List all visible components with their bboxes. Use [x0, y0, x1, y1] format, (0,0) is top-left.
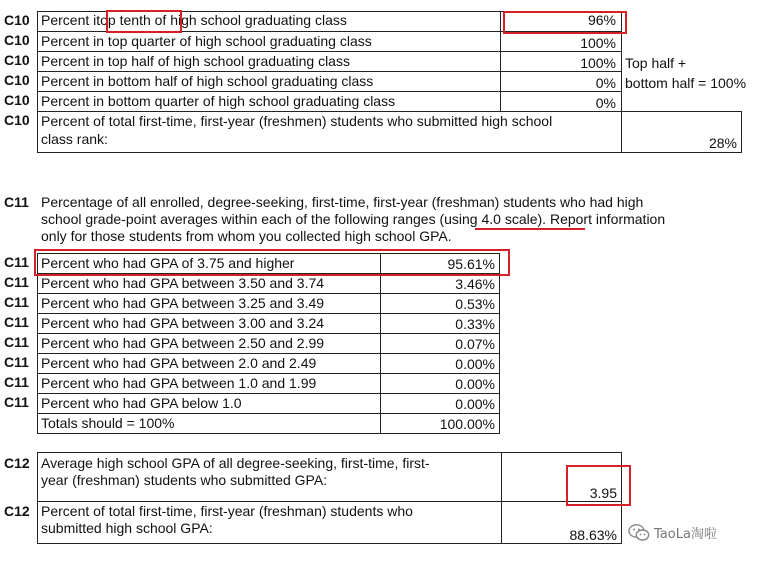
c10-row-label: Percent in top half of high school graduating class — [41, 53, 350, 69]
c10-rank-value: 28% — [708, 135, 737, 151]
watermark — [628, 521, 768, 545]
c11-total-value: 100.00% — [439, 416, 495, 432]
c10-code: C10 — [4, 52, 30, 68]
c10-code: C10 — [4, 72, 30, 88]
c11-row-value: 0.00% — [455, 376, 495, 392]
c11-code: C11 — [4, 274, 29, 290]
c11-row-label: Percent who had GPA between 2.0 and 2.49 — [41, 355, 317, 371]
c11-row-label: Percent who had GPA between 2.50 and 2.99 — [41, 335, 325, 351]
c12-gpa-label: year (freshman) students who submitted GPA: — [41, 472, 328, 488]
c10-rank-label: Percent of total first-time, first-year (freshmen) students who submitted high school — [41, 113, 553, 129]
c11-total-label: Totals should = 100% — [41, 415, 175, 431]
c12-pct-label: submitted high school GPA: — [41, 520, 213, 536]
c10-row-label: Percent itop tenth of high school graduating class — [41, 12, 347, 28]
c12-gpa-value: 3.95 — [589, 485, 617, 501]
c11-row-value: 0.53% — [455, 296, 495, 312]
c11-row-label: Percent who had GPA between 3.00 and 3.24 — [41, 315, 325, 331]
top-tenth-highlight-box — [106, 10, 182, 33]
wechat-icon — [628, 523, 650, 543]
c10-note: Top half + — [625, 55, 687, 71]
watermark-text: TaoLa淘啦 — [654, 527, 717, 542]
c10-row-label: Percent in bottom quarter of high school graduating class — [41, 93, 396, 109]
c10-row-value: 100% — [580, 35, 616, 51]
c11-code: C11 — [4, 374, 29, 390]
c10-row-label: Percent in top quarter of high school graduating class — [41, 33, 372, 49]
c10-code: C10 — [4, 92, 30, 108]
c12-gpa-label: Average high school GPA of all degree-seeking, first-time, first- — [41, 455, 430, 471]
c11-intro: Percentage of all enrolled, degree-seeking, first-time, first-year (freshman) students who had high school grade-point averages within each of the following ranges (using 4.0 scale). Report information only for those students from whom you collected high school GPA. — [41, 194, 666, 244]
c11-code: C11 — [4, 334, 29, 350]
c12-pct-value: 88.63% — [569, 527, 617, 543]
c11-code: C11 — [4, 314, 29, 330]
c10-rank-label: class rank: — [41, 131, 108, 147]
c10-value-highlight-box — [503, 11, 627, 34]
c10-row-label: Percent in bottom half of high school graduating class — [41, 73, 374, 89]
c11-code: C11 — [4, 354, 29, 370]
c12-pct-label: Percent of total first-time, first-year (freshman) students who — [41, 503, 413, 519]
c11-row-label: Percent who had GPA of 3.75 and higher — [41, 255, 295, 271]
c10-row-value: 96% — [587, 12, 616, 28]
scale-underline — [475, 228, 585, 230]
c10-code: C10 — [4, 12, 30, 28]
c12-code: C12 — [4, 503, 30, 519]
c11-row-label: Percent who had GPA below 1.0 — [41, 395, 242, 411]
c11-code: C11 — [4, 194, 29, 210]
top-tenth-highlight: top tenth — [96, 12, 151, 28]
c11-code: C11 — [4, 394, 29, 410]
avg-gpa-highlight-box — [566, 465, 631, 506]
c11-row-value: 95.61% — [447, 256, 495, 272]
c11-row-label: Percent who had GPA between 3.50 and 3.74 — [41, 275, 325, 291]
c11-row-value: 0.33% — [455, 316, 495, 332]
c11-row-value: 3.46% — [455, 276, 495, 292]
c11-row-label: Percent who had GPA between 1.0 and 1.99 — [41, 375, 317, 391]
c11-row-value: 0.00% — [455, 396, 495, 412]
c12-code: C12 — [4, 455, 30, 471]
c10-row-value: 0% — [595, 95, 616, 111]
c10-row-value: 100% — [580, 55, 616, 71]
c10-row-value: 0% — [595, 75, 616, 91]
c11-row-value: 0.00% — [455, 356, 495, 372]
c11-code: C11 — [4, 254, 29, 270]
c10-note: bottom half = 100% — [625, 75, 747, 91]
c10-code: C10 — [4, 112, 30, 128]
c10-code: C10 — [4, 32, 30, 48]
c11-row-label: Percent who had GPA between 3.25 and 3.49 — [41, 295, 325, 311]
c11-code: C11 — [4, 294, 29, 310]
gpa-375-highlight-box — [34, 249, 510, 276]
c11-row-value: 0.07% — [455, 336, 495, 352]
